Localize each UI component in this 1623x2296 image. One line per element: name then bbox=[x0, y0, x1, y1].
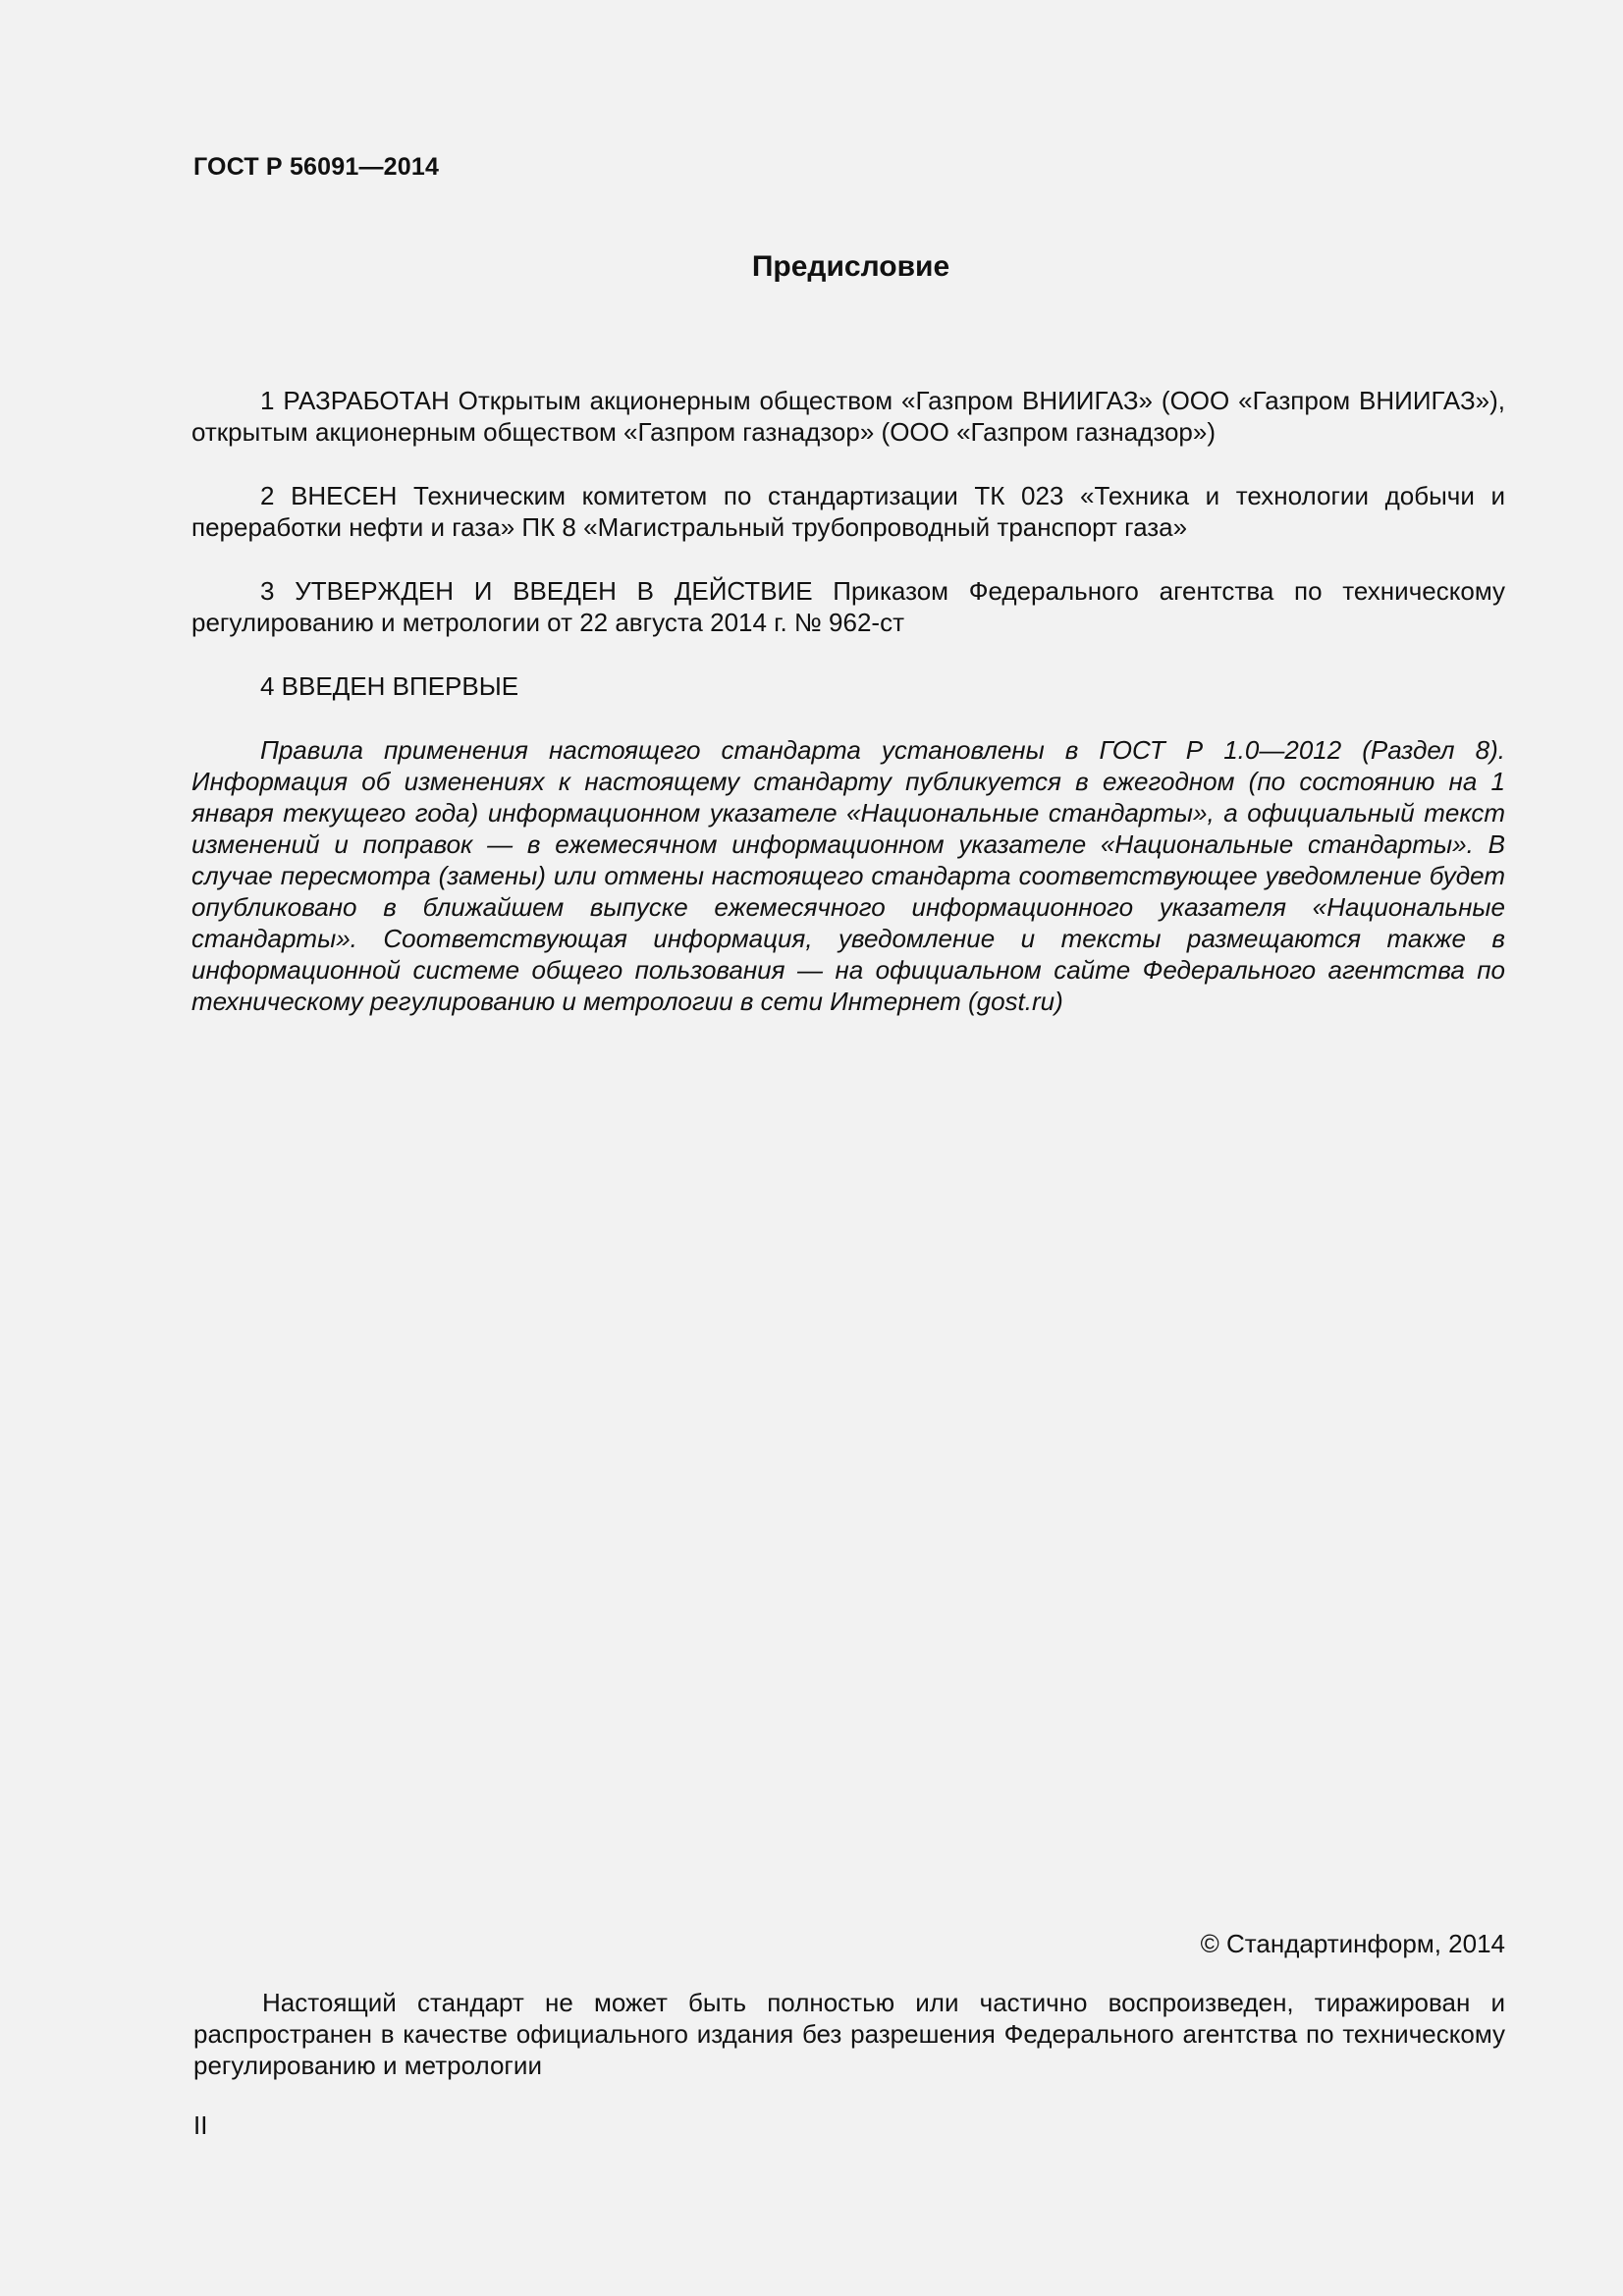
page-number: II bbox=[193, 2110, 208, 2140]
paragraph-introduced: 4 ВВЕДЕН ВПЕРВЫЕ bbox=[260, 671, 519, 701]
page-title: Предисловие bbox=[751, 250, 950, 283]
paragraph-submitted: 2 ВНЕСЕН Техническим комитетом по стандартизации ТК 023 «Техника и технологии добычи и переработки нефти и газа» ПК 8 «Магистральный трубопроводный транспорт газа» bbox=[191, 481, 1505, 542]
copyright-line: © Стандартинформ, 2014 bbox=[1200, 1929, 1505, 1958]
foreword-content bbox=[191, 385, 1505, 1049]
document-header: ГОСТ Р 56091—2014 bbox=[193, 153, 440, 181]
reproduction-notice: Настоящий стандарт не может быть полностью или частично воспроизведен, тиражирован и распространен в качестве официального издания без разрешения Федерального агентства по техническому регулированию и метрологии bbox=[193, 1988, 1505, 2080]
paragraph-approved: 3 УТВЕРЖДЕН И ВВЕДЕН В ДЕЙСТВИЕ Приказом Федерального агентства по техническому регулированию и метрологии от 22 августа 2014 г. № 962-ст bbox=[191, 576, 1505, 637]
rules-paragraph: Правила применения настоящего стандарта установлены в ГОСТ Р 1.0—2012 (Раздел 8). Информация об изменениях к настоящему стандарту публикуется в ежегодном (по состоянию на 1 января текущего года) информационном указателе «Национальные стандарты», а официальный текст изменений и поправок — в ежемесячном информационном указателе «Национальные стандарты». В случае пересмотра (замены) или отмены настоящего стандарта соответствующее уведомление будет опубликовано в ближайшем выпуске ежемесячного информационного указателя «Национальные стандарты». Соответствующая информация, уведомление и тексты размещаются также в информационной системе общего пользования — на официальном сайте Федерального агентства по техническому регулированию и метрологии в сети Интернет (gost.ru) bbox=[191, 735, 1505, 1016]
paragraph-developed: 1 РАЗРАБОТАН Открытым акционерным обществом «Газпром ВНИИГАЗ» (ООО «Газпром ВНИИГАЗ»), открытым акционерным обществом «Газпром газнадзор» (ООО «Газпром газнадзор») bbox=[191, 386, 1505, 447]
